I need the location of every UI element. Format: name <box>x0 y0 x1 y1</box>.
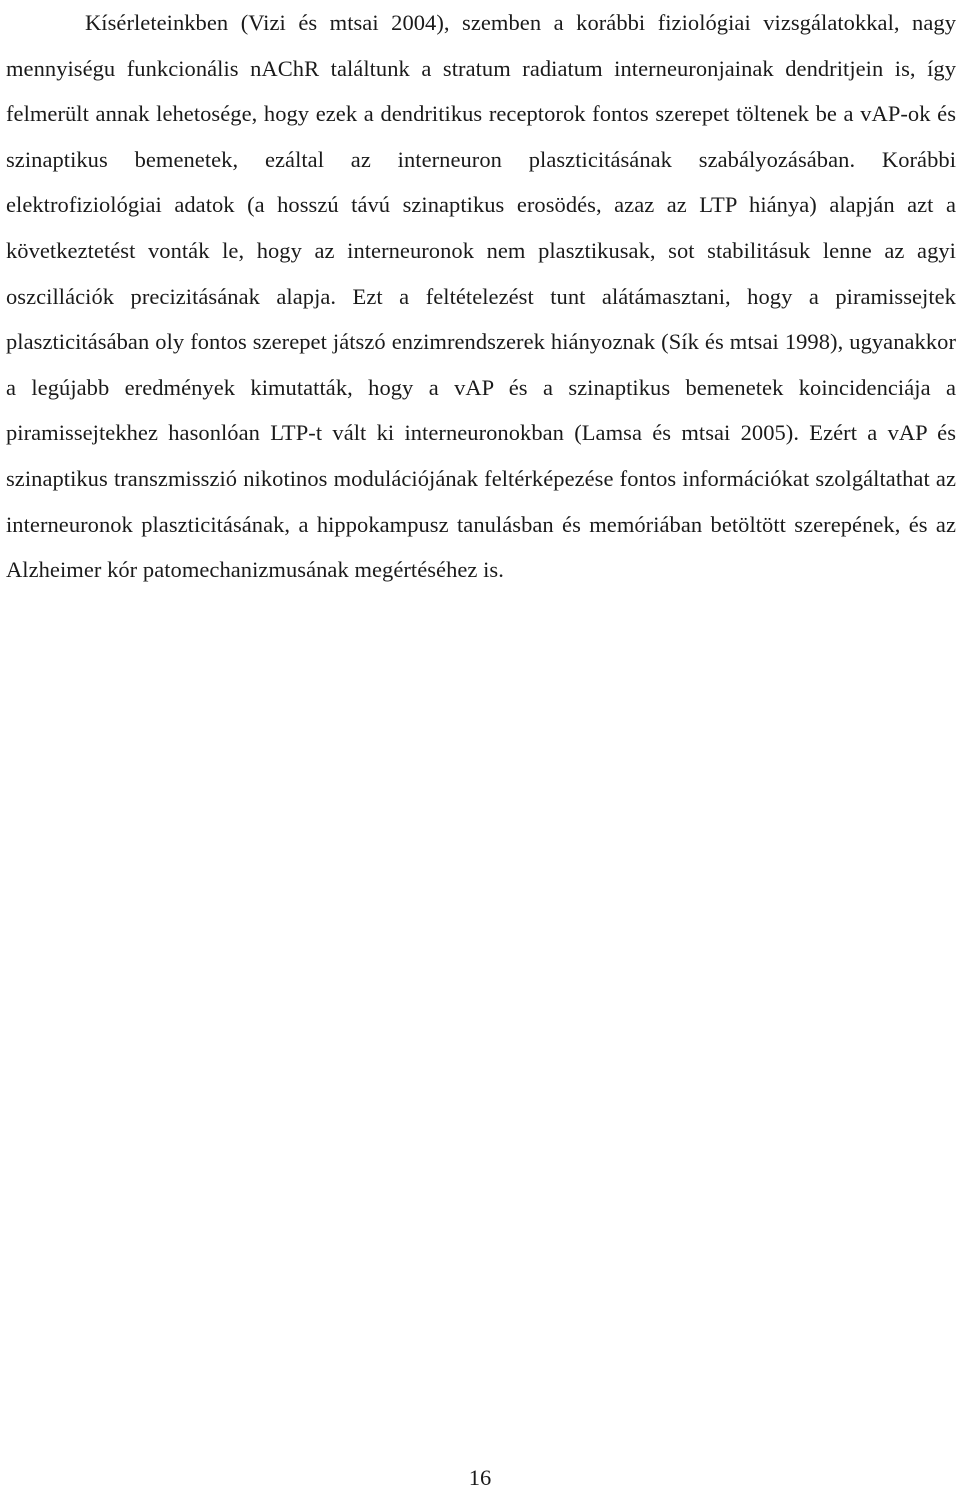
body-paragraph: Kísérleteinkben (Vizi és mtsai 2004), szemben a korábbi fiziológiai vizsgálatokkal, nagy mennyiségu funkcionális nAChR találtunk a stratum radiatum interneuronjainak dendritjein is, így felmerült annak lehetosége, hogy ezek a dendritikus receptorok fontos szerepet töltenek be a vAP-ok és szinaptikus bemenetek, ezáltal az interneuron plaszticitásának szabályozásában. Korábbi elektrofiziológiai adatok (a hosszú távú szinaptikus erosödés, azaz az LTP hiánya) alapján azt a következtetést vonták le, hogy az interneuronok nem plasztikusak, sot stabilitásuk lenne az agyi oszcillációk precizitásának alapja. Ezt a feltételezést tunt alátámasztani, hogy a piramissejtek plaszticitásában oly fontos szerepet játszó enzimrendszerek hiányoznak (Sík és mtsai 1998), ugyanakkor a legújabb eredmények kimutatták, hogy a vAP és a szinaptikus bemenetek koincidenciája a piramissejtekhez hasonlóan LTP-t vált ki interneuronokban (Lamsa és mtsai 2005). Ezért a vAP és szinaptikus transzmisszió nikotinos modulációjának feltérképezése fontos információkat szolgáltathat az interneuronok plaszticitásának, a hippokampusz tanulásban és memóriában betöltött szerepének, és az Alzheimer kór patomechanizmusának megértéséhez is. <box>6 10 956 583</box>
page-number: 16 <box>468 1465 492 1490</box>
